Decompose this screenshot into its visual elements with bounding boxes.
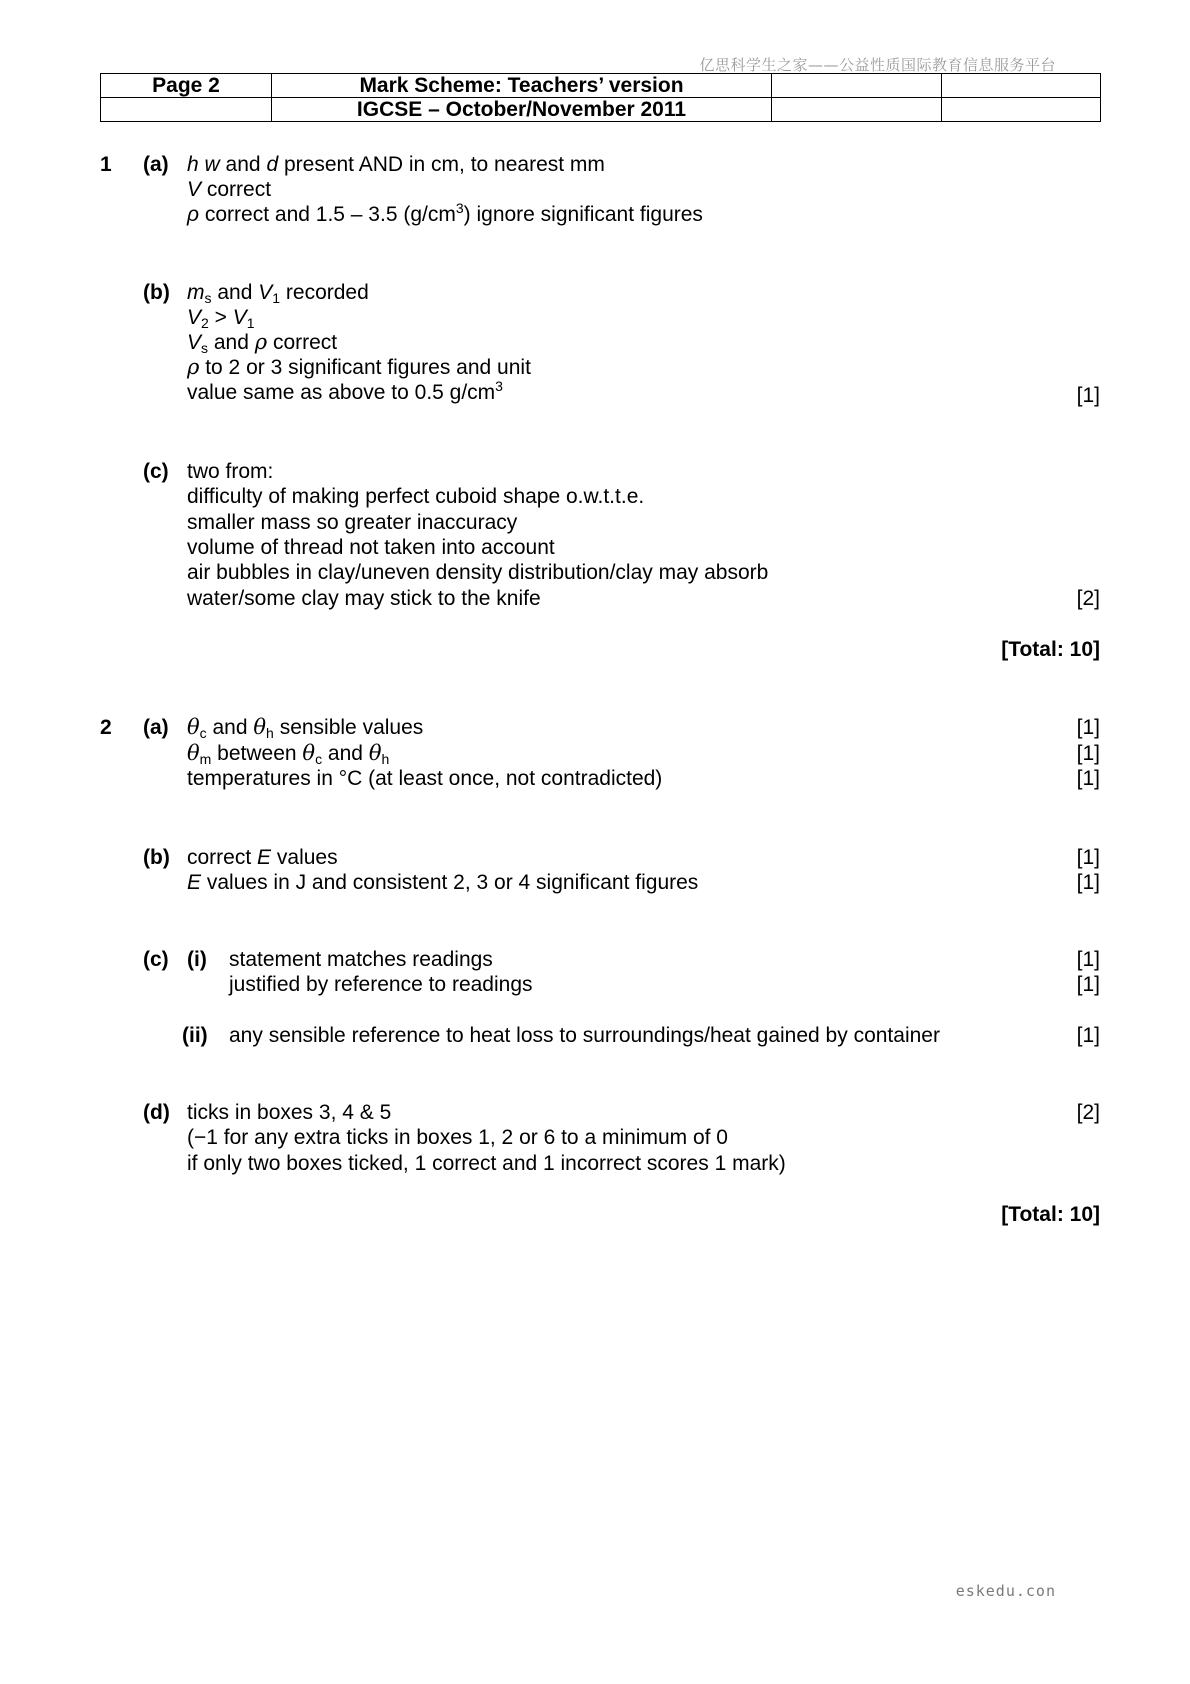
q1c-mark: [2] [1076,587,1100,610]
q2a-mark: [1] [1076,767,1100,790]
q1b-mark: [1] [1076,384,1100,407]
q2-part-a-label: (a) [143,716,169,739]
q2b-mark: [1] [1076,871,1100,894]
q1c-line: difficulty of making perfect cuboid shape o.w.t.t.e. [187,485,645,508]
q2b-line-1: correct E values [187,846,338,869]
watermark-bottom: eskedu.con [955,1582,1056,1600]
header-exam: IGCSE – October/November 2011 [272,98,772,122]
q1b-line-3: Vs and ρ correct [187,330,338,356]
q2d-line: ticks in boxes 3, 4 & 5 [187,1101,392,1124]
q2c-i-mark: [1] [1076,973,1100,996]
q2c-subpart-i-label: (i) [187,948,207,971]
question-1-number: 1 [100,153,112,176]
q1-total: [Total: 10] [1001,638,1100,661]
watermark-top: 亿思科学生之家——公益性质国际教育信息服务平台 [699,56,1056,74]
q1c-line: volume of thread not taken into account [187,536,555,559]
q2a-line-2: θm between θc and θh [187,741,390,767]
header-empty-cell [942,98,1101,122]
header-table [100,73,1101,122]
q1-part-a-label: (a) [143,153,169,176]
header-empty-cell [772,98,942,122]
q1-part-c-label: (c) [143,460,169,483]
q1c-line: air bubbles in clay/uneven density distribution/clay may absorb [187,561,769,584]
header-empty-cell [772,74,942,98]
q2a-line-1: θc and θh sensible values [187,715,424,741]
q1b-line-1: ms and V1 recorded [187,281,369,306]
q1b-line-5: value same as above to 0.5 $g/cm^3$ [187,378,503,404]
header-empty-cell [942,74,1101,98]
q1b-line-2: V2 > V1 [187,306,255,331]
header-page: Page 2 [101,74,272,98]
q2b-mark: [1] [1076,846,1100,869]
q2c-ii-mark: [1] [1076,1024,1100,1047]
q1b-line-4: ρ to 2 or 3 significant figures and unit [187,355,531,379]
q2-part-b-label: (b) [143,846,170,869]
q1a-line-1: h w and d present AND in cm, to nearest mm [187,153,605,176]
q2d-mark: [2] [1076,1101,1100,1124]
q2b-line-2: E values in J and consistent 2, 3 or 4 significant figures [187,871,699,894]
q1c-line: smaller mass so greater inaccuracy [187,511,518,534]
header-empty-cell [101,98,272,122]
q2a-line-3: temperatures in °C (at least once, not contradicted) [187,767,663,790]
q1c-line: two from: [187,460,274,483]
q2c-ii-line: any sensible reference to heat loss to surroundings/heat gained by container [229,1024,940,1047]
q1c-line: water/some clay may stick to the knife [187,587,541,610]
question-2-number: 2 [100,716,112,739]
q2-part-d-label: (d) [143,1101,170,1124]
q2a-mark: [1] [1076,716,1100,739]
q2d-line: (−1 for any extra ticks in boxes 1, 2 or 6 to a minimum of 0 [187,1126,728,1149]
q2a-mark: [1] [1076,742,1100,765]
q2d-line: if only two boxes ticked, 1 correct and 1 incorrect scores 1 mark) [187,1152,786,1175]
q2c-i-line: statement matches readings [229,948,493,971]
q2c-i-mark: [1] [1076,948,1100,971]
q1a-line-3: ρ correct and 1.5 – 3.5 $(g/cm^3)$ ignore significant figures [187,200,703,226]
q1a-line-2: V correct [187,178,272,201]
header-title: Mark Scheme: Teachers’ version [272,74,772,98]
q2c-i-line: justified by reference to readings [229,973,533,996]
q1-part-b-label: (b) [143,281,170,304]
q2-part-c-label: (c) [143,948,169,971]
q2c-subpart-ii-label: (ii) [182,1024,208,1047]
q2-total: [Total: 10] [1001,1203,1100,1226]
